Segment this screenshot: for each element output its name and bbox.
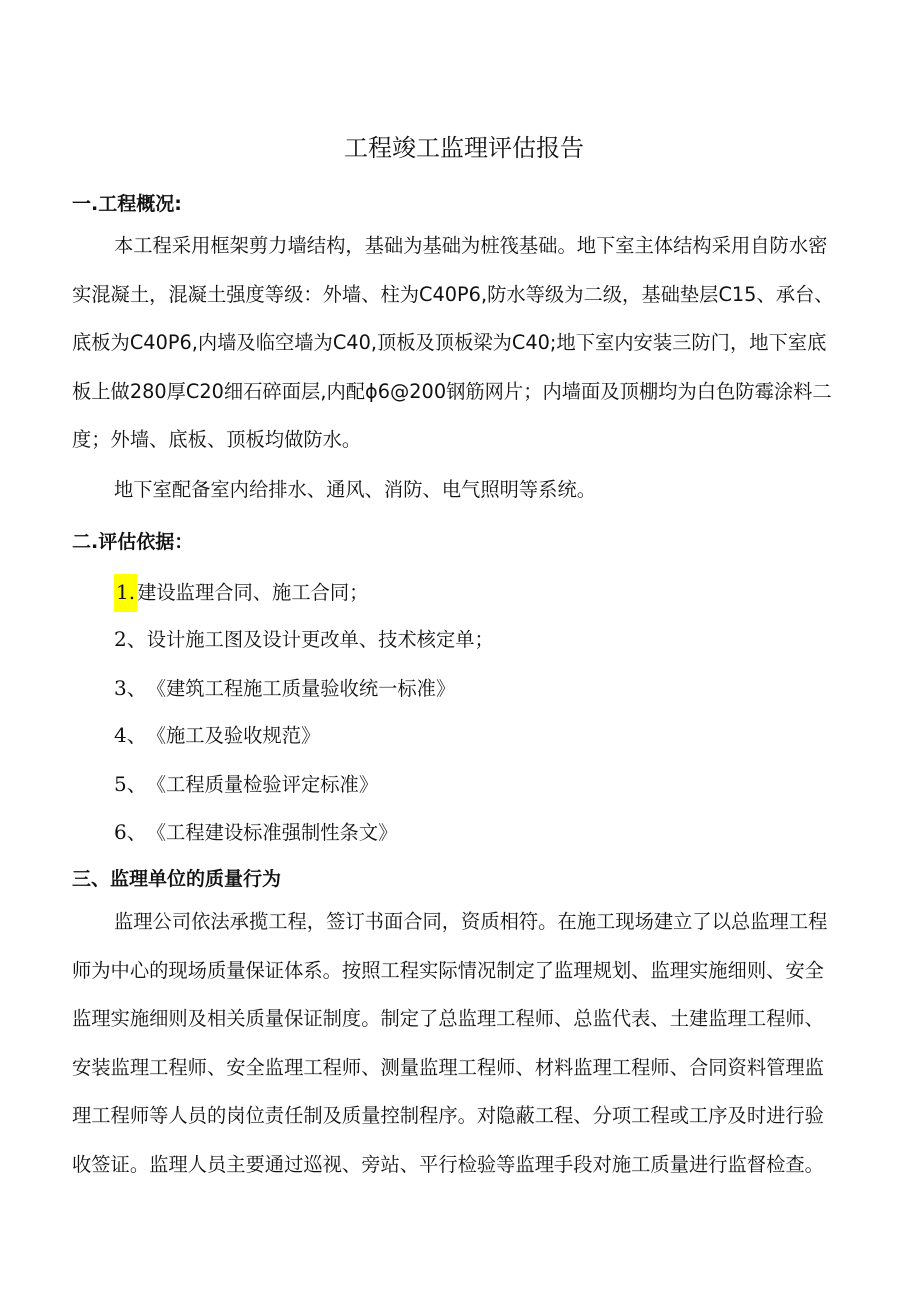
list-number: 5、 — [114, 772, 147, 796]
list-number: 1. — [114, 574, 137, 612]
list-item — [114, 719, 320, 748]
text-line: 底板为C40P6,内墙及临空墙为C40,顶板及顶板梁为C40;地下室内安装三防门，地下室底 — [72, 331, 827, 354]
page-title: 工程竣工监理评估报告 — [344, 134, 584, 162]
quality-paragraph — [72, 898, 862, 1189]
text-line: 理工程师等人员的岗位责任制及质量控制程序。对隐蔽工程、分项工程或工序及时进行验 — [72, 1104, 824, 1127]
text-line: 监理实施细则及相关质量保证制度。制定了总监理工程师、总监代表、土建监理工程师、 — [72, 1007, 824, 1030]
list-item — [114, 574, 368, 612]
list-number: 3、 — [114, 676, 147, 700]
text-line: 安装监理工程师、安全监理工程师、测量监理工程师、材料监理工程师、合同资料管理监 — [72, 1055, 824, 1079]
text-line: 度；外墙、底板、顶板均做防水。 — [72, 428, 362, 451]
list-text: 设计施工图及设计更改单、技术核定单； — [146, 628, 494, 651]
text-line: 师为中心的现场质量保证体系。按照工程实际情况制定了监理规划、监理实施细则、安全 — [72, 958, 824, 982]
list-item — [114, 672, 455, 701]
list-text: 《工程建设标准强制性条文》 — [146, 821, 398, 844]
text-line: 地下室配备室内给排水、通风、消防、电气照明等系统。 — [114, 478, 597, 501]
list-text: 《工程质量检验评定标准》 — [146, 773, 379, 796]
list-text: 《建筑工程施工质量验收统一标准》 — [146, 677, 456, 700]
list-number: 2、 — [114, 627, 147, 651]
section-heading-quality: 三、监理单位的质量行为 — [72, 868, 282, 890]
section-heading-basis: 二.评估依据： — [72, 531, 194, 553]
text-line: 监理公司依法承揽工程，签订书面合同，资质相符。在施工现场建立了以总监理工程 — [114, 910, 828, 933]
text-line: 板上做280厚C20细石碎面层,内配ɸ6@200钢筋网片；内墙面及顶棚均为白色防霉涂料二 — [72, 379, 832, 403]
list-item — [114, 623, 494, 652]
list-number: 4、 — [114, 723, 147, 747]
text-line: 实混凝土，混凝土强度等级：外墙、柱为C40P6,防水等级为二级，基础垫层C15、承台、 — [72, 282, 834, 306]
list-number: 6、 — [114, 820, 147, 844]
list-item — [114, 768, 378, 797]
text-line: 收签证。监理人员主要通过巡视、旁站、平行检验等监理手段对施工质量进行监督检查。 — [72, 1152, 824, 1176]
section-heading-overview: 一.工程概况: — [72, 193, 182, 215]
list-item — [114, 816, 397, 845]
list-text: 建设监理合同、施工合同； — [137, 581, 369, 604]
overview-paragraph-2 — [72, 466, 862, 515]
text-line: 本工程采用框架剪力墙结构，基础为基础为桩筏基础。地下室主体结构采用自防水密 — [114, 234, 828, 257]
list-text: 《施工及验收规范》 — [146, 724, 321, 747]
overview-paragraph — [72, 222, 862, 465]
